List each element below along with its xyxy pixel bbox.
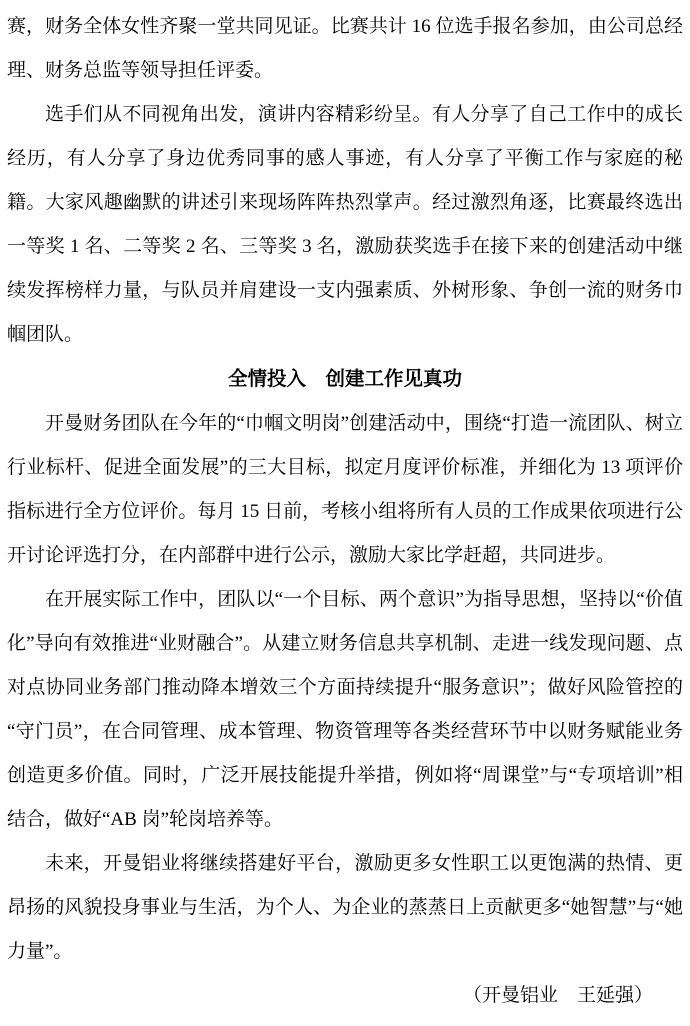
author-signature: （开曼铝业 王延强） <box>462 985 653 1006</box>
paragraph-creation-activity: 开曼财务团队在今年的“巾帼文明岗”创建活动中，围绕“打造一流团队、树立行业标杆、促进全面发展”的三大目标，拟定月度评价标准，并细化为 13 项评价指标进行全方位评价。每月 15 日前，考核小组将所有人员的工作成果依项进行公开讨论评选打分，在内部群中进行公示，激励大家比学赶超，共同进步。 <box>7 413 683 566</box>
paragraph-practical-work: 在开展实际工作中，团队以“一个目标、两个意识”为指导思想，坚持以“价值化”导向有效推进“业财融合”。从建立财务信息共享机制、走进一线发现问题、点对点协同业务部门推动降本增效三个方面持续提升“服务意识”；做好风险管控的“守门员”，在合同管理、成本管理、物资管理等各类经营环节中以财务赋能业务创造更多价值。同时，广泛开展技能提升举措，例如将“周课堂”与“专项培训”相结合，做好“AB 岗”轮岗培养等。 <box>7 589 683 830</box>
paragraph-continuation: 赛，财务全体女性齐聚一堂共同见证。比赛共计 16 位选手报名参加，由公司总经理、财务总监等领导担任评委。 <box>7 16 683 81</box>
section-heading: 全情投入 创建工作见真功 <box>227 369 462 390</box>
paragraph-future-outlook: 未来，开曼铝业将继续搭建好平台，激励更多女性职工以更饱满的热情、更昂扬的风貌投身事业与生活，为个人、为企业的蒸蒸日上贡献更多“她智慧”与“她力量”。 <box>7 853 683 962</box>
paragraph-speech-contest: 选手们从不同视角出发，演讲内容精彩纷呈。有人分享了自己工作中的成长经历，有人分享了身边优秀同事的感人事迹，有人分享了平衡工作与家庭的秘籍。大家风趣幽默的讲述引来现场阵阵热烈掌声。经过激烈角逐，比赛最终选出一等奖 1 名、二等奖 2 名、三等奖 3 名，激励获奖选手在接下来的创建活动中继续发挥榜样力量，与队员并肩建设一支内强素质、外树形象、争创一流的财务巾帼团队。 <box>7 104 683 345</box>
